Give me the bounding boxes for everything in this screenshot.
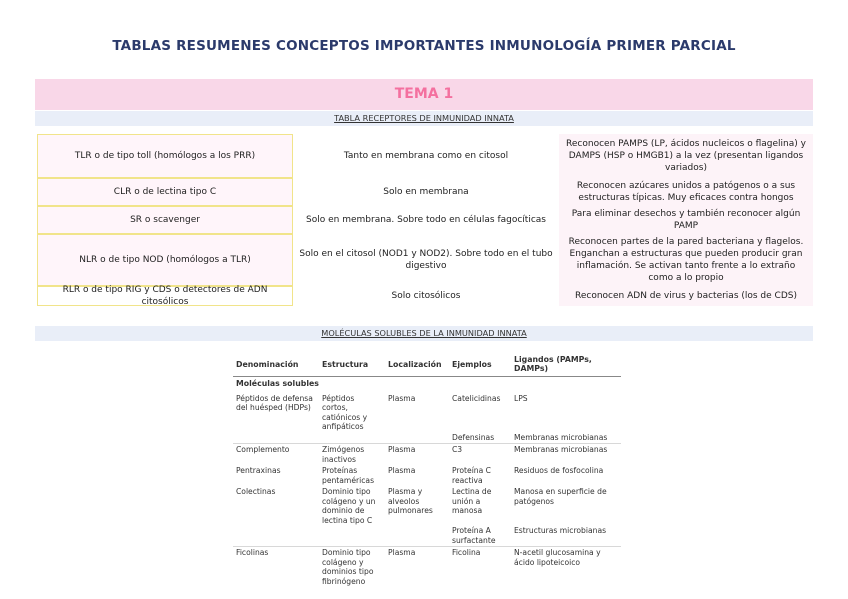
table-row [37, 206, 813, 234]
cell-ligandos: Membranas microbianas [514, 432, 608, 442]
receptor-location: Solo en membrana. Sobre todo en células fagocíticas [306, 215, 546, 225]
receptor-name: SR o scavenger [37, 206, 293, 234]
column-header: Localización [385, 355, 449, 377]
moleculas-heading: MOLÉCULAS SOLUBLES DE LA INMUNIDAD INNATA [35, 326, 813, 341]
receptor-location: Tanto en membrana como en citosol [343, 151, 509, 161]
moleculas-table [233, 355, 621, 587]
table-row [37, 234, 813, 286]
receptores-table [37, 134, 813, 306]
section-row [233, 377, 621, 393]
cell-denominacion [233, 526, 319, 547]
cell-estructura: Dominio tipo colágeno y dominios tipo fibrinógeno [319, 547, 385, 588]
cell-localizacion: Plasma [385, 547, 449, 588]
cell-ejemplos: Lectina de unión a manosa [452, 487, 492, 515]
table-row [233, 433, 621, 444]
table-header-row [233, 355, 621, 377]
receptor-name: CLR o de lectina tipo C [37, 178, 293, 206]
cell-estructura: Péptidos cortos, catiónicos y anfipáticos [322, 393, 368, 431]
column-header: Denominación [233, 355, 319, 377]
cell-denominacion: Complemento [233, 444, 319, 466]
cell-ejemplos: Defensinas [452, 432, 495, 442]
cell-localizacion: Plasma [388, 393, 416, 403]
cell-estructura: Dominio tipo colágeno y un dominio de lectina tipo C [322, 487, 376, 525]
cell-denominacion: Colectinas [236, 487, 276, 496]
cell-denominacion: Péptidos de defensa del huésped (HDPs) [236, 393, 313, 412]
cell-localizacion: Plasma [388, 466, 416, 475]
receptor-function: Reconocen PAMPS (LP, ácidos nucleicos o flagelina) y DAMPS (HSP o HMGB1) a la vez (presentan ligandos variados) [559, 134, 813, 178]
cell-localizacion [385, 526, 449, 547]
cell-ligandos: LPS [514, 393, 528, 403]
receptor-location: Solo citosólicos [391, 291, 461, 301]
cell-denominacion: Ficolinas [233, 547, 319, 588]
receptores-heading: TABLA RECEPTORES DE INMUNIDAD INNATA [35, 111, 813, 126]
cell-ligandos: Membranas microbianas [511, 444, 621, 466]
cell-ejemplos: Ficolina [449, 547, 511, 588]
tema-header: TEMA 1 [35, 79, 813, 110]
receptor-name: RLR o de tipo RIG y CDS o detectores de ADN citosólicos [37, 286, 293, 306]
receptor-location: Solo en el citosol (NOD1 y NOD2). Sobre todo en el tubo digestivo [299, 249, 553, 271]
table-row [37, 286, 813, 306]
cell-denominacion [233, 433, 319, 444]
cell-denominacion: Pentraxinas [236, 466, 281, 475]
cell-ejemplos: Proteína C reactiva [452, 466, 491, 485]
cell-estructura [319, 526, 385, 547]
cell-ligandos: Residuos de fosfocolina [514, 466, 604, 475]
table-row [37, 134, 813, 178]
table-row [233, 547, 621, 588]
cell-ligandos: Estructuras microbianas [514, 526, 607, 535]
column-header: Ligandos (PAMPs, DAMPs) [511, 355, 621, 377]
cell-ligandos: N-acetil glucosamina y ácido lipoteicoico [511, 547, 621, 588]
receptor-function: Reconocen azúcares unidos a patógenos o a sus estructuras típicas. Muy eficaces contra hongos [559, 178, 813, 206]
receptor-name: TLR o de tipo toll (homólogos a los PRR) [37, 134, 293, 178]
table-row [233, 465, 621, 486]
receptor-function: Reconocen partes de la pared bacteriana y flagelos. Enganchan a estructuras que pueden producir gran inflamación. Se activan tanto frente a lo extraño como a lo propio [559, 234, 813, 286]
cell-estructura [319, 433, 385, 444]
page-title: TABLAS RESUMENES CONCEPTOS IMPORTANTES INMUNOLOGÍA PRIMER PARCIAL [112, 38, 736, 54]
table-row [37, 178, 813, 206]
cell-estructura: Proteínas pentaméricas [322, 466, 375, 485]
receptor-function: Para eliminar desechos y también reconocer algún PAMP [559, 206, 813, 234]
receptor-function: Reconocen ADN de virus y bacterias (los de CDS) [559, 286, 813, 306]
cell-ejemplos: Proteína A surfactante [452, 526, 496, 545]
cell-estructura: Zimógenos inactivos [319, 444, 385, 466]
table-row [233, 444, 621, 466]
cell-ejemplos: Catelicidinas [452, 393, 501, 403]
table-row [233, 486, 621, 526]
cell-localizacion: Plasma y alveolos pulmonares [388, 487, 433, 515]
cell-ejemplos: C3 [449, 444, 511, 466]
cell-localizacion: Plasma [385, 444, 449, 466]
table-row [233, 526, 621, 547]
receptor-name: NLR o de tipo NOD (homólogos a TLR) [37, 234, 293, 286]
section-label: Moléculas solubles [236, 379, 319, 388]
cell-ligandos: Manosa en superficie de patógenos [514, 487, 607, 506]
column-header: Estructura [319, 355, 385, 377]
column-header: Ejemplos [449, 355, 511, 377]
receptor-location: Solo en membrana [383, 187, 469, 197]
table-row [233, 393, 621, 433]
cell-localizacion [385, 433, 449, 444]
